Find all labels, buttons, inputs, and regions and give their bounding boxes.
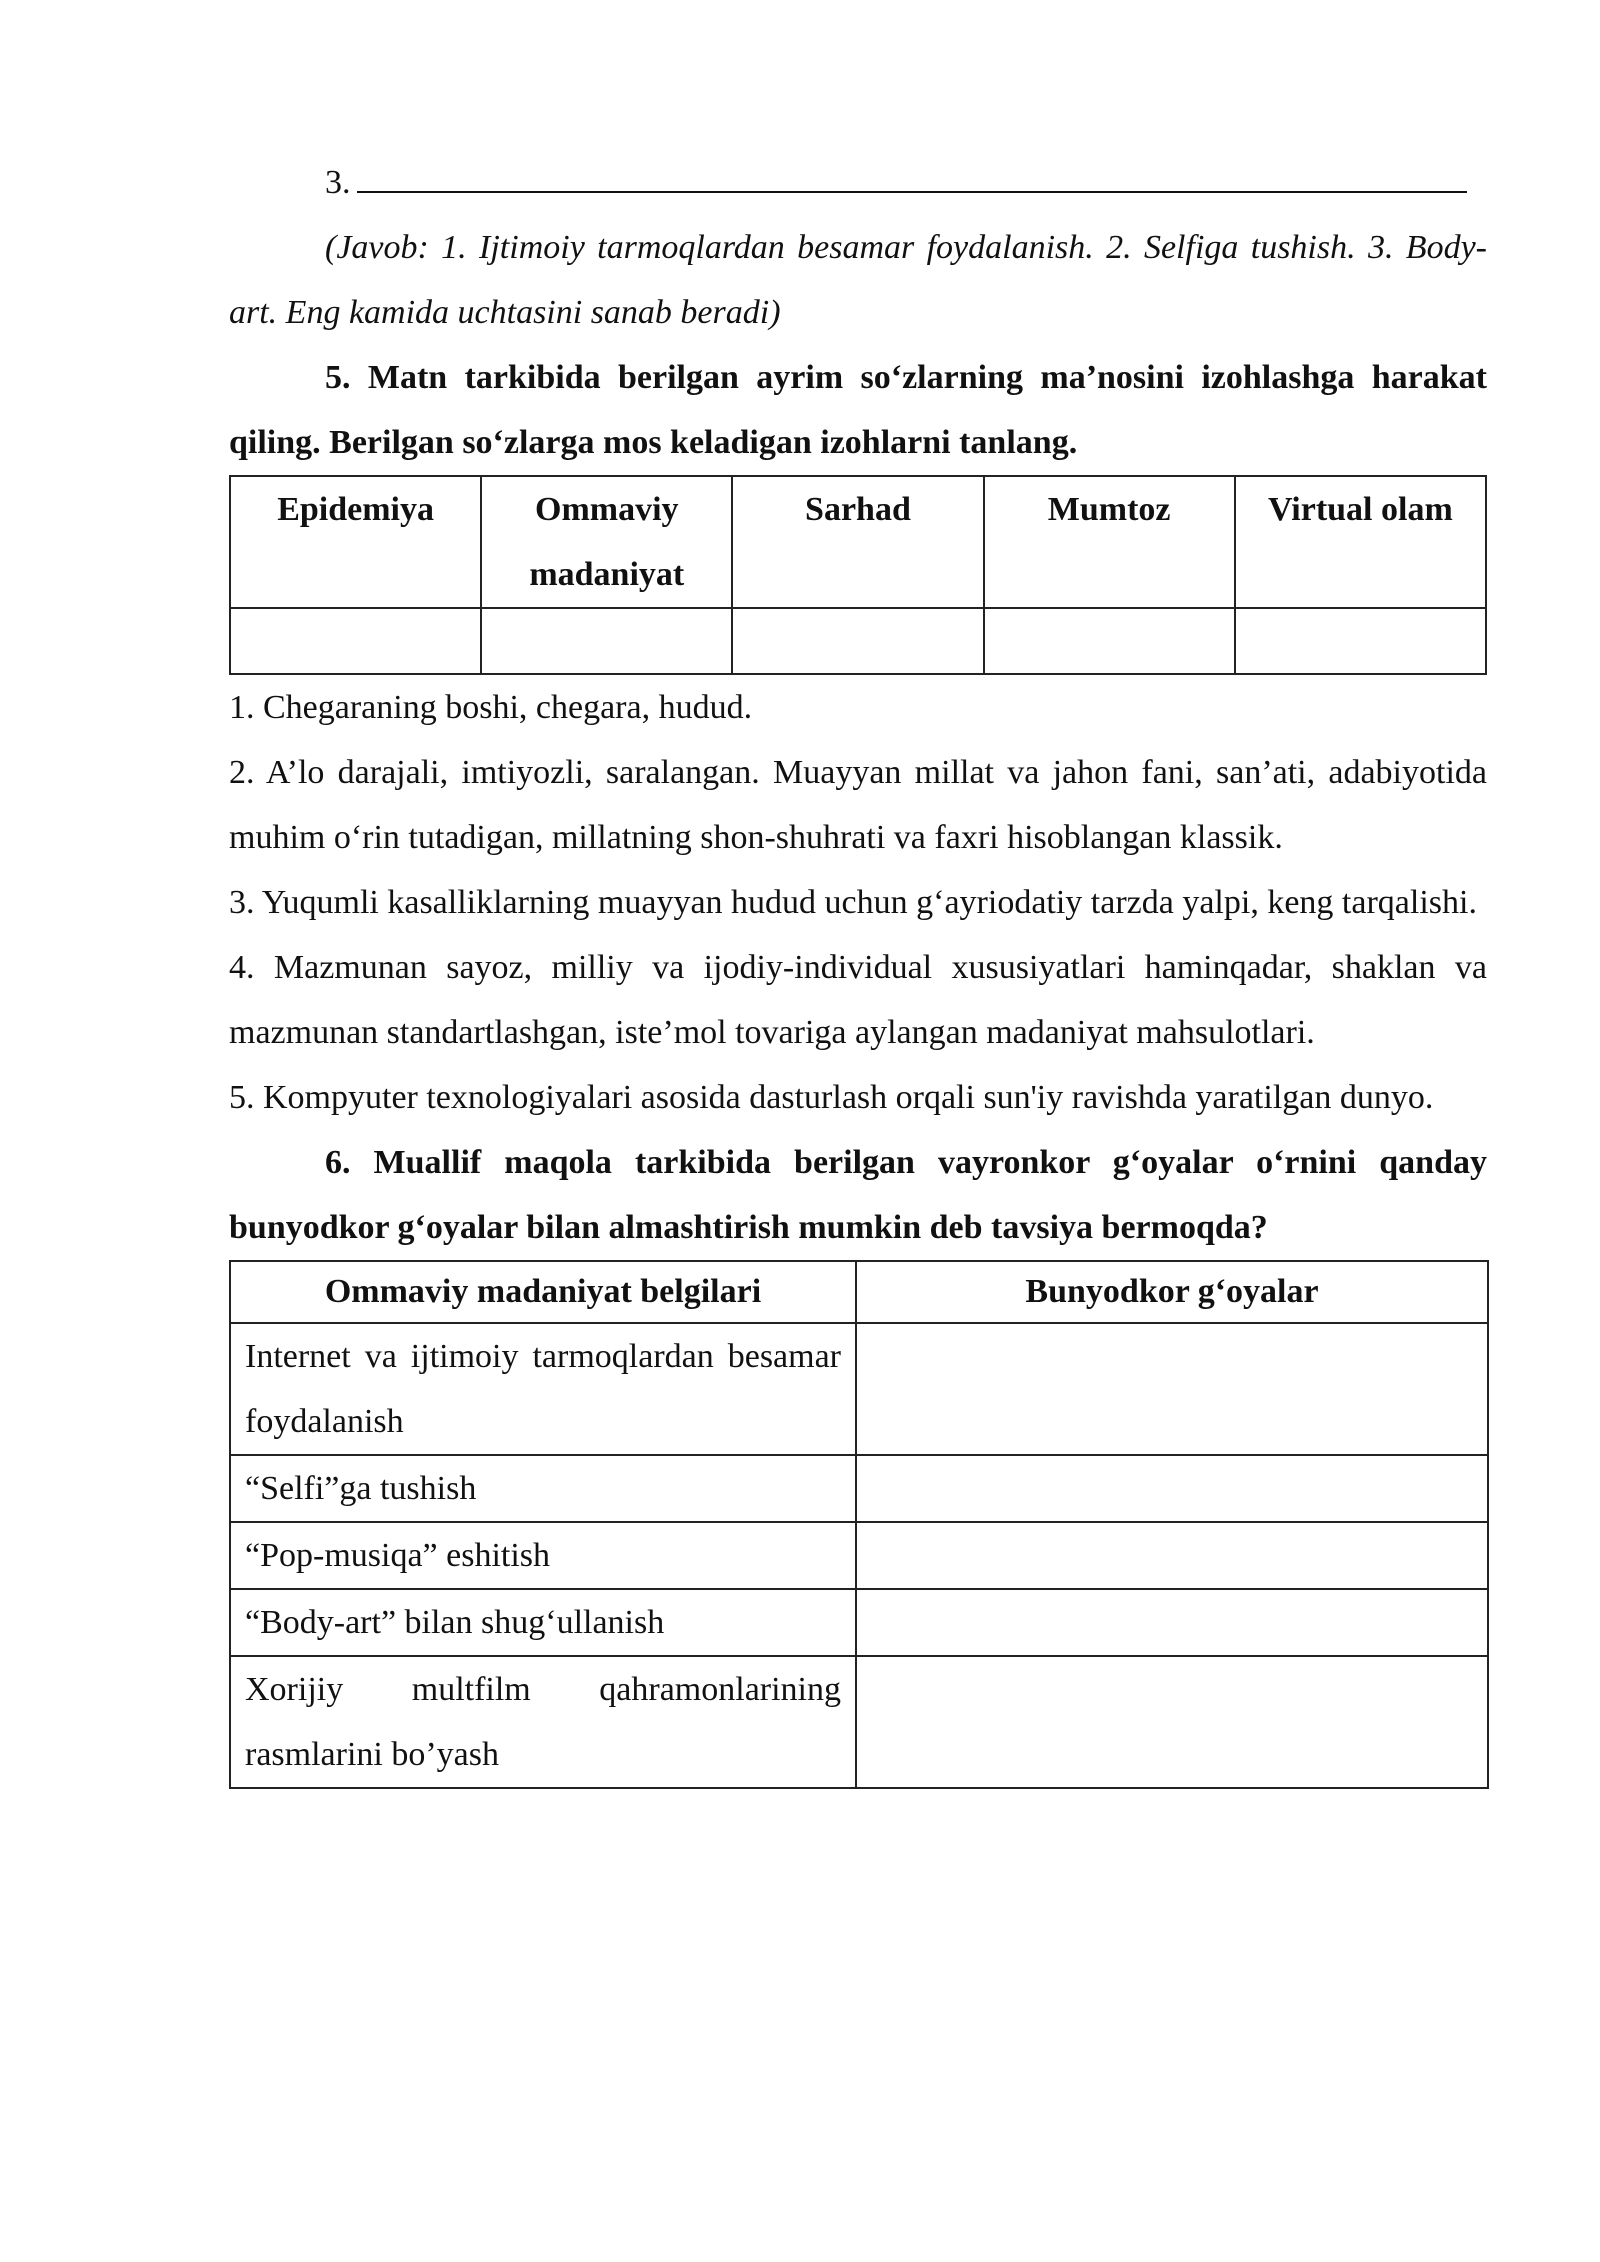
terms-header-row: [230, 476, 1486, 608]
pop-culture-sign: Xorijiy multfilm qahramonlarining rasmlarini bo’yash: [230, 1656, 856, 1788]
term-header: Virtual olam: [1235, 476, 1486, 608]
answer-line-number: 3.: [325, 164, 351, 201]
term-header: Ommaviy madaniyat: [481, 476, 732, 608]
definition-item: 4. Mazmunan sayoz, milliy va ijodiy-individual xususiyatlari haminqadar, shaklan va mazmunan standartlashgan, iste’mol tovariga aylangan madaniyat mahsulotlari.: [229, 949, 1487, 1051]
definition-item: 2. A’lo darajali, imtiyozli, saralangan. Muayyan millat va jahon fani, san’ati, adabiyotida muhim o‘rin tutadigan, millatning shon-shuhrati va faxri hisoblangan klassik.: [229, 754, 1487, 856]
answer-cell[interactable]: [732, 608, 983, 674]
term-header: Mumtoz: [984, 476, 1235, 608]
pop-culture-sign: “Selfi”ga tushish: [230, 1455, 856, 1522]
ideas-col1-header: Ommaviy madaniyat belgilari: [230, 1261, 856, 1323]
table-row: [230, 1522, 1488, 1589]
ideas-table: [229, 1260, 1489, 1789]
answer-cell[interactable]: [230, 608, 481, 674]
constructive-idea-cell[interactable]: [856, 1455, 1488, 1522]
answer-cell[interactable]: [1235, 608, 1486, 674]
definition-item: 1. Chegaraning boshi, chegara, hudud.: [229, 689, 753, 726]
answer-key: (Javob: 1. Ijtimoiy tarmoqlardan besamar foydalanish. 2. Selfiga tushish. 3. Body-art. Eng kamida uchtasini sanab beradi): [229, 229, 1487, 331]
answer-cell[interactable]: [984, 608, 1235, 674]
table-row: [230, 1589, 1488, 1656]
constructive-idea-cell[interactable]: [856, 1522, 1488, 1589]
definition-item: 3. Yuqumli kasalliklarning muayyan hudud uchun g‘ayriodatiy tarzda yalpi, keng tarqalishi.: [229, 884, 1477, 921]
pop-culture-sign: Internet va ijtimoiy tarmoqlardan besamar foydalanish: [230, 1323, 856, 1455]
definition-item: 5. Kompyuter texnologiyalari asosida dasturlash orqali sun'iy ravishda yaratilgan dunyo.: [229, 1079, 1434, 1116]
answer-blank[interactable]: [357, 151, 1467, 193]
table-row: [230, 1656, 1488, 1788]
question-6-title: 6. Muallif maqola tarkibida berilgan vayronkor g‘oyalar o‘rnini qanday bunyodkor g‘oyalar bilan almashtirish mumkin deb tavsiya bermoqda?: [229, 1144, 1487, 1246]
term-header: Sarhad: [732, 476, 983, 608]
constructive-idea-cell[interactable]: [856, 1323, 1488, 1455]
question-5-title: 5. Matn tarkibida berilgan ayrim so‘zlarning ma’nosini izohlashga harakat qiling. Berilgan so‘zlarga mos keladigan izohlarni tanlang.: [229, 359, 1487, 461]
table-row: [230, 1455, 1488, 1522]
constructive-idea-cell[interactable]: [856, 1656, 1488, 1788]
ideas-col2-header: Bunyodkor g‘oyalar: [856, 1261, 1488, 1323]
table-row: [230, 1323, 1488, 1455]
terms-answer-row: [230, 608, 1486, 674]
answer-cell[interactable]: [481, 608, 732, 674]
terms-table: [229, 475, 1487, 675]
answer-line: [229, 150, 1487, 215]
document-page: [229, 150, 1487, 1789]
constructive-idea-cell[interactable]: [856, 1589, 1488, 1656]
pop-culture-sign: “Body-art” bilan shug‘ullanish: [230, 1589, 856, 1656]
ideas-header-row: [230, 1261, 1488, 1323]
term-header: Epidemiya: [230, 476, 481, 608]
pop-culture-sign: “Pop-musiqa” eshitish: [230, 1522, 856, 1589]
